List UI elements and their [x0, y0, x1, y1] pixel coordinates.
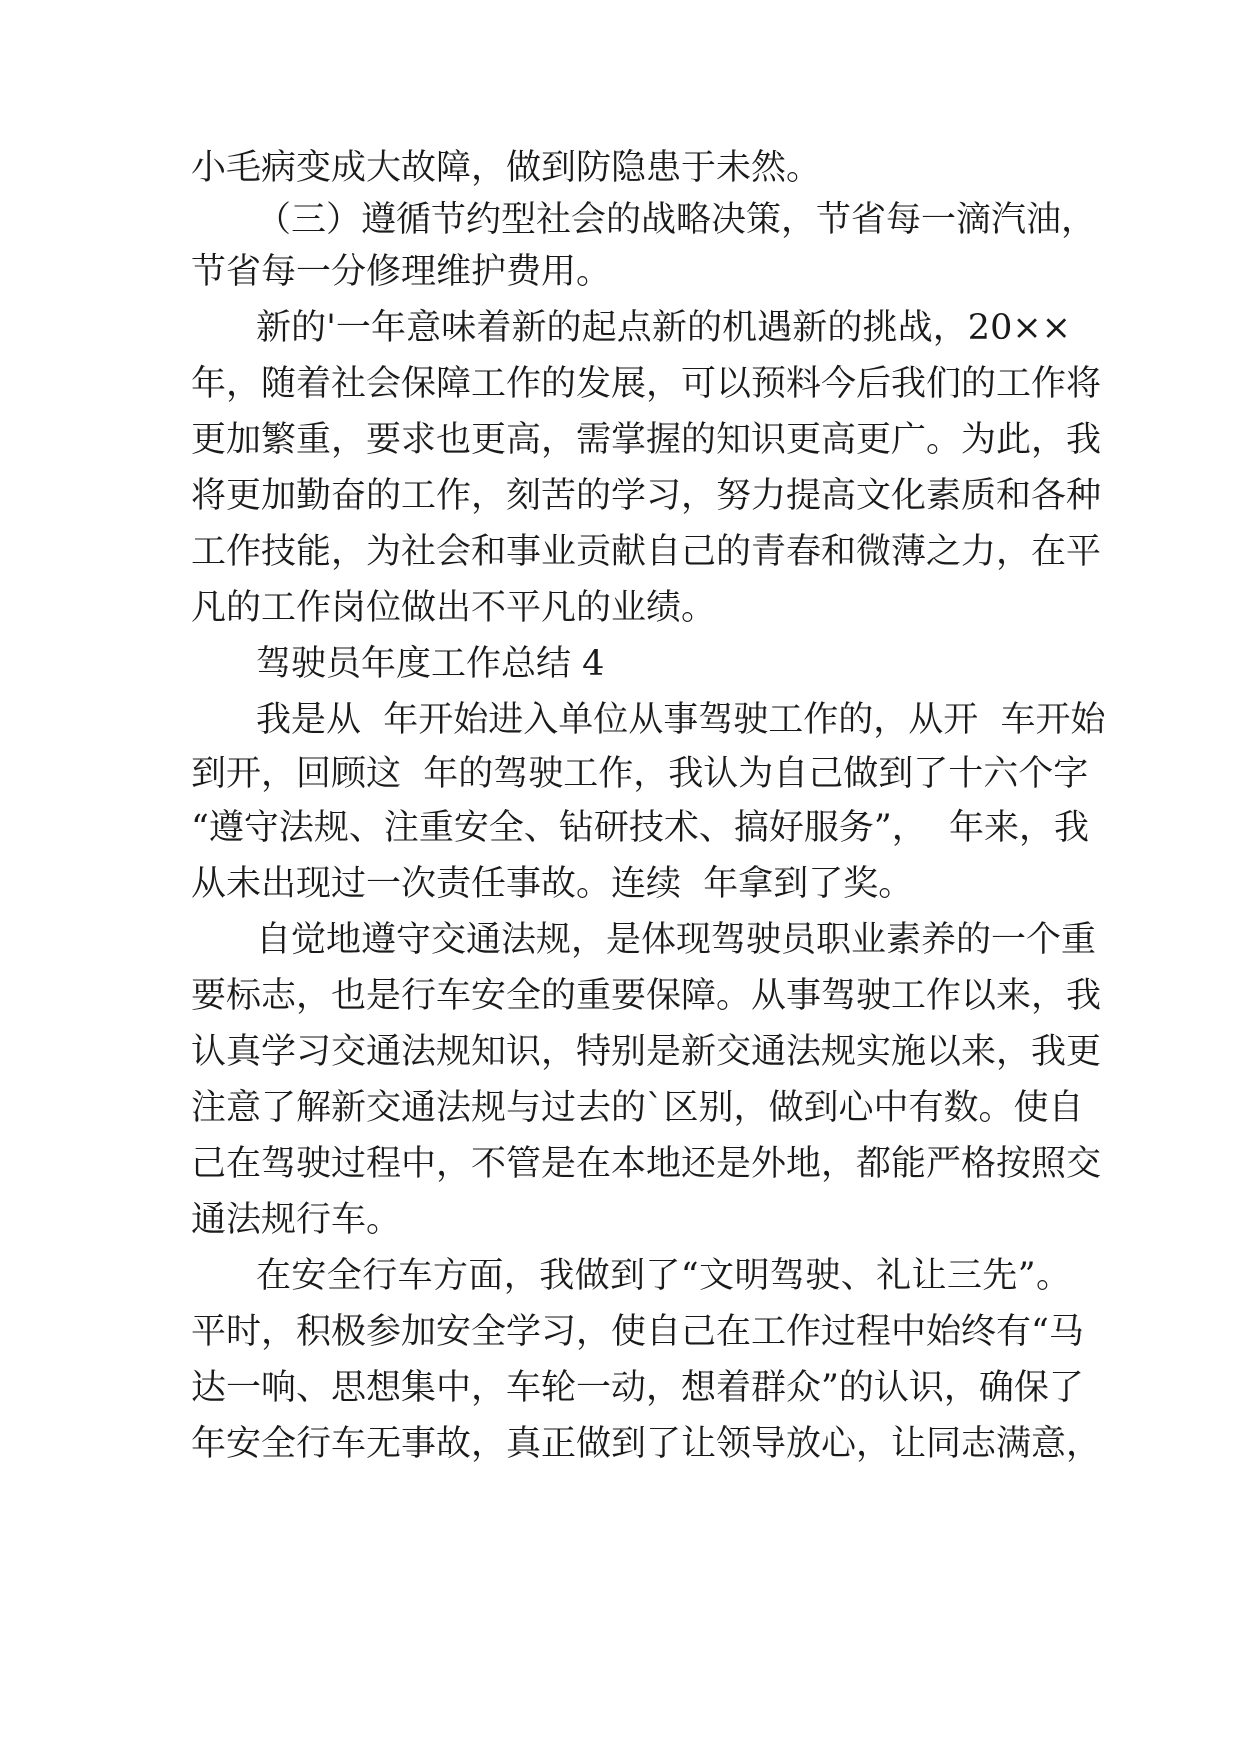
text-line: 认真学习交通法规知识，特别是新交通法规实施以来，我更	[191, 1032, 1102, 1072]
text-line: 我是从 年开始进入单位从事驾驶工作的，从开 车开始	[256, 700, 1106, 740]
text-line: 通法规行车。	[191, 1200, 402, 1240]
text-line: 达一响、思想集中，车轮一动，想着群众”的认识，确保了	[191, 1368, 1084, 1408]
text-line: 注意了解新交通法规与过去的`区别，做到心中有数。使自	[191, 1088, 1084, 1128]
text-line: 自觉地遵守交通法规，是体现驾驶员职业素养的一个重	[256, 920, 1097, 960]
text-line: 己在驾驶过程中，不管是在本地还是外地，都能严格按照交	[191, 1144, 1102, 1184]
text-line: 将更加勤奋的工作，刻苦的学习，努力提高文化素质和各种	[191, 476, 1102, 516]
text-line: 到开，回顾这 年的驾驶工作，我认为自己做到了十六个字	[191, 754, 1089, 794]
text-line: 小毛病变成大故障，做到防隐患于未然。	[191, 148, 822, 188]
text-line: 凡的工作岗位做出不平凡的业绩。	[191, 588, 717, 628]
text-line: 新的'一年意味着新的起点新的机遇新的挑战，20××	[256, 308, 1071, 348]
text-line: 更加繁重，要求也更高，需掌握的知识更高更广。为此，我	[191, 420, 1102, 460]
text-line: “遵守法规、注重安全、钻研技术、搞好服务”， 年来，我	[191, 808, 1090, 848]
text-line: （三）遵循节约型社会的战略决策，节省每一滴汽油，	[256, 200, 1097, 240]
text-line: 在安全行车方面，我做到了“文明驾驶、礼让三先”。	[256, 1256, 1071, 1296]
text-line: 年，随着社会保障工作的发展，可以预料今后我们的工作将	[191, 364, 1102, 404]
text-line: 从未出现过一次责任事故。连续 年拿到了奖。	[191, 864, 914, 904]
text-line: 要标志，也是行车安全的重要保障。从事驾驶工作以来，我	[191, 976, 1102, 1016]
section-heading: 驾驶员年度工作总结 4	[256, 644, 605, 684]
text-line: 平时，积极参加安全学习，使自己在工作过程中始终有“马	[191, 1312, 1084, 1352]
text-line: 工作技能，为社会和事业贡献自己的青春和微薄之力，在平	[191, 532, 1102, 572]
text-line: 节省每一分修理维护费用。	[191, 252, 612, 292]
text-line: 年安全行车无事故，真正做到了让领导放心，让同志满意，	[191, 1424, 1102, 1464]
